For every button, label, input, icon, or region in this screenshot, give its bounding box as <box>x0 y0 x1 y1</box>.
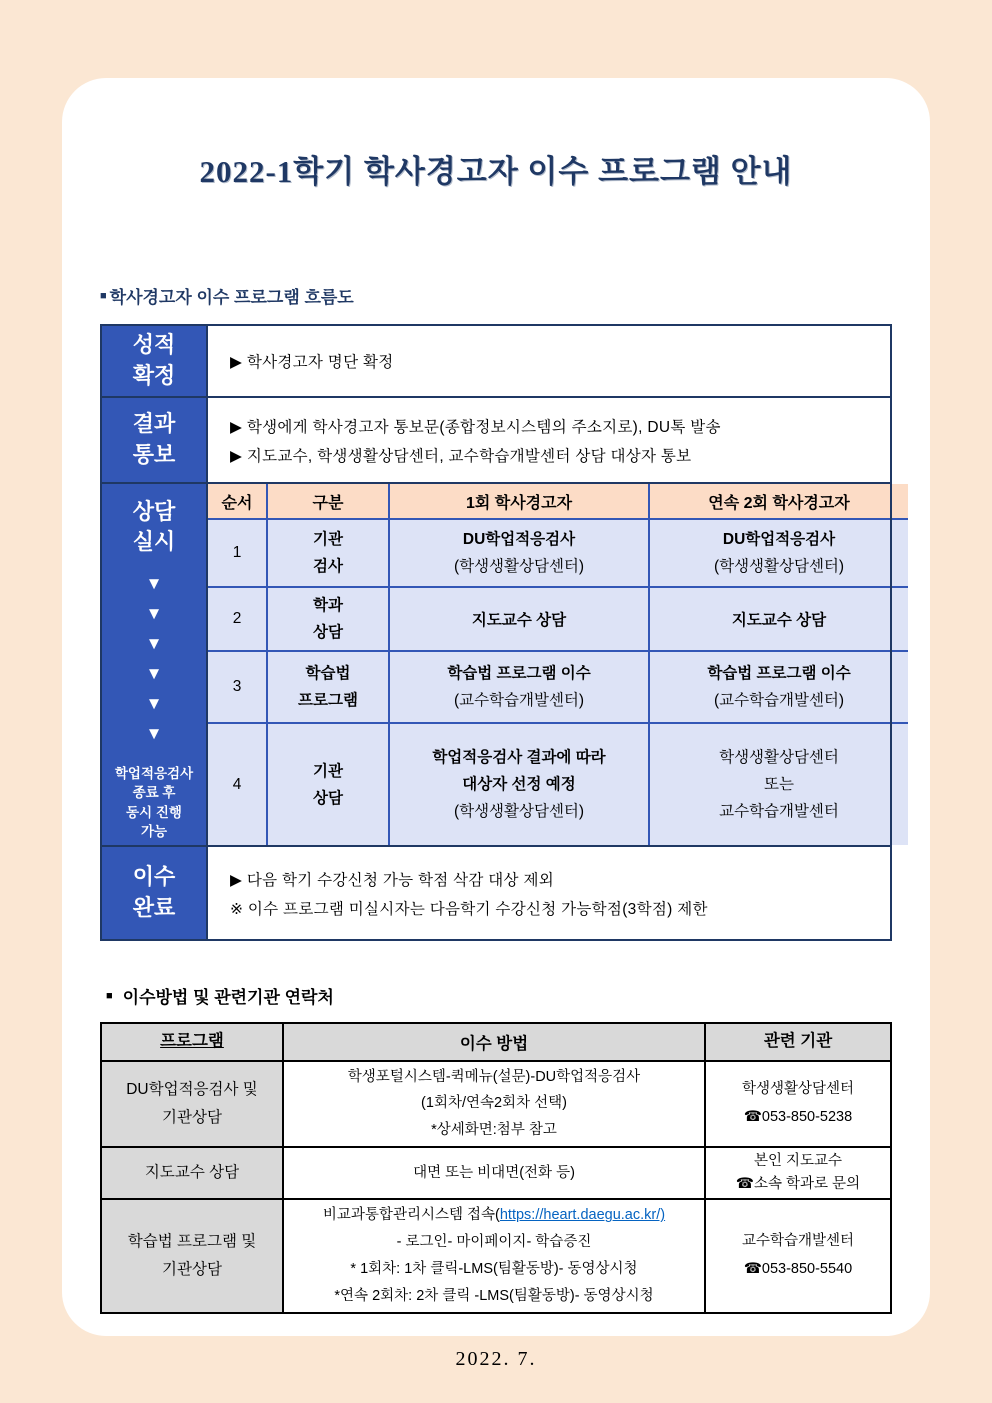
org-detail <box>705 1199 891 1312</box>
complete-note-line: ※ 이수 프로그램 미실시자는 다음학기 수강신청 가능학점(3학점) 제한 <box>230 900 708 918</box>
row4-second: 학생생활상담센터 또는 교수학습개발센터 <box>649 723 908 845</box>
down-arrow-icon: ▼ <box>145 573 163 593</box>
header-first-warning: 1회 학사경고자 <box>389 484 649 519</box>
counsel-inner-table-cell <box>207 483 891 846</box>
row3-first: 학습법 프로그램 이수 (교수학습개발센터) <box>389 651 649 723</box>
program-name: DU학업적응검사 및 기관상담 <box>101 1061 283 1147</box>
stage-complete-label-line1: 이수 <box>132 864 176 890</box>
stage-grade-content <box>207 325 891 397</box>
counsel-table-row <box>208 651 908 723</box>
row1-second: DU학업적응검사 (학생생활상담센터) <box>649 519 908 587</box>
counsel-note-line: 가능 <box>140 823 168 839</box>
stage-notify-content <box>207 397 891 483</box>
row2-no: 2 <box>208 587 267 651</box>
flow-heading-label: 학사경고자 이수 프로그램 흐름도 <box>109 288 354 307</box>
flow-section-heading <box>100 283 892 308</box>
org-name: 본인 지도교수 <box>753 1153 843 1170</box>
grade-bullet-line: ▶ 학사경고자 명단 확정 <box>230 354 394 371</box>
document-date: 2022. 7. <box>455 1347 537 1370</box>
row3-second: 학습법 프로그램 이수 (교수학습개발센터) <box>649 651 908 723</box>
complete-bullet-line: ▶ 다음 학기 수강신청 가능 학점 삭감 대상 제외 <box>230 871 554 889</box>
row1-first: DU학업적응검사 (학생생활상담센터) <box>389 519 649 587</box>
method-link-line: 비교과통합관리시스템 접속(https://heart.daegu.ac.kr/) <box>322 1207 666 1224</box>
flow-table <box>100 324 892 941</box>
flow-row-grade <box>101 325 891 397</box>
method-detail: 대면 또는 비대면(전화 등) <box>283 1147 705 1199</box>
notify-bullet-line: ▶ 학생에게 학사경고자 통보문(종합정보시스템의 주소지로), DU톡 발송 <box>230 418 721 436</box>
header-order: 순서 <box>208 484 267 519</box>
counsel-table-row <box>208 587 908 651</box>
heart-system-link[interactable]: https://heart.daegu.ac.kr/) <box>499 1207 666 1224</box>
program-name: 학습법 프로그램 및 기관상담 <box>101 1199 283 1312</box>
row3-type: 학습법 프로그램 <box>267 651 389 723</box>
org-name: 학생생활상담센터 <box>741 1081 855 1098</box>
contact-header-row <box>101 1023 891 1060</box>
flow-row-complete <box>101 846 891 940</box>
notify-bullet-line: ▶ 지도교수, 학생생활상담센터, 교수학습개발센터 상담 대상자 통보 <box>230 447 692 465</box>
square-bullet-icon: ■ <box>106 989 113 1002</box>
stage-grade <box>101 325 207 397</box>
row4-type: 기관 상담 <box>267 723 389 845</box>
stage-notify <box>101 397 207 483</box>
counsel-note-line: 동시 진행 <box>126 804 182 820</box>
contact-row-test <box>101 1061 891 1147</box>
down-arrow-icon: ▼ <box>145 633 163 653</box>
phone-icon: ☎ <box>743 1261 762 1278</box>
header-method: 이수 방법 <box>283 1023 705 1060</box>
phone-icon: ☎ <box>743 1108 762 1125</box>
contact-table <box>100 1022 892 1313</box>
page-title: 2022-1학기 학사경고자 이수 프로그램 안내 <box>199 154 793 189</box>
notice-card <box>62 78 930 1370</box>
method-detail: 학생포털시스템-퀵메뉴(설문)-DU학업적응검사 (1회차/연속2회차 선택) *상세화면:첨부 참고 <box>283 1061 705 1147</box>
stage-notify-label-line1: 결과 <box>132 411 176 437</box>
org-phone: ☎053-850-5540 <box>743 1261 853 1278</box>
stage-grade-label-line2: 확정 <box>132 363 176 388</box>
stage-counsel <box>101 483 207 846</box>
flow-arrows <box>146 568 163 748</box>
header-program: 프로그램 <box>101 1023 283 1060</box>
counsel-note-line: 학업적응검사 <box>114 766 194 782</box>
counsel-table-row <box>208 519 908 587</box>
down-arrow-icon: ▼ <box>145 603 163 623</box>
square-bullet-icon: ■ <box>100 289 107 302</box>
contact-row-learning <box>101 1199 891 1312</box>
down-arrow-icon: ▼ <box>145 723 163 743</box>
org-detail <box>705 1147 891 1199</box>
row1-no: 1 <box>208 519 267 587</box>
row2-first: 지도교수 상담 <box>389 587 649 651</box>
stage-counsel-label-line1: 상담 <box>132 498 176 524</box>
stage-grade-label-line1: 성적 <box>132 332 176 358</box>
flow-row-counsel <box>101 483 891 846</box>
counsel-note-line: 종료 후 <box>132 785 176 801</box>
counsel-table-row <box>208 723 908 845</box>
stage-complete-content <box>207 846 891 940</box>
stage-counsel-note <box>115 764 193 841</box>
org-name: 교수학습개발센터 <box>741 1233 855 1250</box>
row4-no: 4 <box>208 723 267 845</box>
stage-counsel-label-line2: 실시 <box>132 529 176 555</box>
contact-heading-label: 이수방법 및 관련기관 연락처 <box>122 988 334 1008</box>
stage-complete-label-line2: 완료 <box>132 895 176 921</box>
contact-section-heading <box>100 983 892 1008</box>
program-name: 지도교수 상담 <box>101 1147 283 1199</box>
org-phone: ☎053-850-5238 <box>743 1108 853 1125</box>
contact-row-advisor <box>101 1147 891 1199</box>
counsel-table-header-row <box>208 484 908 519</box>
row2-second: 지도교수 상담 <box>649 587 908 651</box>
down-arrow-icon: ▼ <box>145 663 163 683</box>
flow-row-notify <box>101 397 891 483</box>
counsel-table <box>208 484 908 845</box>
stage-notify-label-line2: 통보 <box>132 442 176 467</box>
org-detail <box>705 1061 891 1147</box>
row3-no: 3 <box>208 651 267 723</box>
row4-first: 학업적응검사 결과에 따라 대상자 선정 예정 (학생생활상담센터) <box>389 723 649 845</box>
method-detail: 비교과통합관리시스템 접속(https://heart.daegu.ac.kr/) - 로그인- 마이페이지- 학습증진 * 1회차: 1차 클릭-LMS(팀활동방)- 동영상시청 *연속 2회차: 2차 클릭 -LMS(팀활동방)- 동영상시청 <box>283 1199 705 1312</box>
row2-type: 학과 상담 <box>267 587 389 651</box>
down-arrow-icon: ▼ <box>145 693 163 713</box>
header-org: 관련 기관 <box>705 1023 891 1060</box>
row1-type: 기관 검사 <box>267 519 389 587</box>
stage-complete <box>101 846 207 940</box>
phone-icon: ☎ <box>735 1176 754 1193</box>
org-phone: ☎소속 학과로 문의 <box>735 1176 861 1193</box>
header-second-warning: 연속 2회 학사경고자 <box>649 484 908 519</box>
header-category: 구분 <box>267 484 389 519</box>
